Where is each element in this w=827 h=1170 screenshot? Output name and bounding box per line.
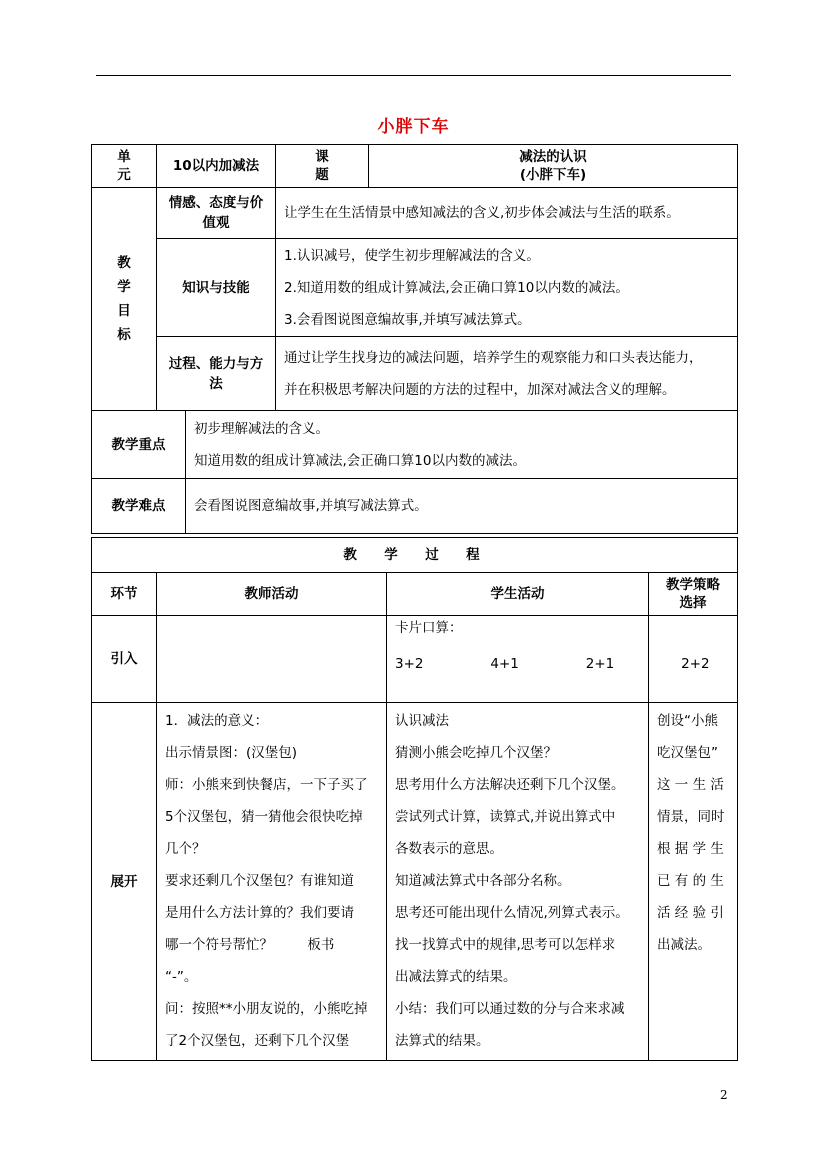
- teacher-line: “-”。: [165, 969, 198, 985]
- column-header-stage: 环节: [92, 573, 157, 616]
- student-activity-cell: [387, 703, 649, 1061]
- unit-value: 10以内加减法: [157, 145, 276, 188]
- teacher-line: 哪一个符号帮忙？ 板书: [165, 937, 335, 953]
- teacher-line: 1．减法的意义：: [165, 713, 269, 729]
- goal-text: 让学生在生活情景中感知减法的含义,初步体会减法与生活的联系。: [276, 188, 738, 239]
- process-title: 教 学 过 程: [92, 538, 738, 573]
- teacher-line: 要求还剩几个汉堡包？有谁知道: [165, 873, 354, 889]
- strategy-line: 已 有 的 生: [657, 873, 724, 889]
- student-line: 思考还可能出现什么情况,列算式表示。: [395, 905, 629, 921]
- key-point-line: 知道用数的组成计算减法,会正确口算10以内数的减法。: [194, 452, 526, 469]
- goal-label: 知识与技能: [157, 239, 276, 337]
- difficulty-label: 教学难点: [92, 479, 186, 534]
- strategy-line: 情景，同时: [657, 809, 725, 825]
- strategy-line: 吃汉堡包”: [657, 745, 718, 761]
- topic-label: 课 题: [276, 145, 369, 188]
- page-number: 2: [720, 1088, 728, 1102]
- teacher-line: 是用什么方法计算的？我们要请: [165, 905, 354, 921]
- student-line: 出减法算式的结果。: [395, 969, 517, 985]
- strategy-line: 这 一 生 活: [657, 777, 724, 793]
- student-line: 猜测小熊会吃掉几个汉堡？: [395, 745, 557, 761]
- student-line: 法算式的结果。: [395, 1033, 490, 1049]
- goal-line: 并在积极思考解决问题的方法的过程中，加深对减法含义的理解。: [284, 381, 676, 398]
- lesson-info-table: [91, 144, 738, 534]
- teacher-activity-cell: [157, 616, 387, 703]
- student-line: 卡片口算：: [395, 620, 463, 636]
- goal-line: 1.认识减号，使学生初步理解减法的含义。: [284, 247, 540, 264]
- goal-line: 2.知道用数的组成计算减法,会正确口算10以内数的减法。: [284, 279, 629, 296]
- topic-value: [369, 145, 738, 188]
- strategy-cell: [649, 703, 738, 1061]
- teacher-line: 5个汉堡包，猜一猜他会很快吃掉: [165, 809, 363, 825]
- unit-label: 单 元: [92, 145, 157, 188]
- teacher-activity-cell: [157, 703, 387, 1061]
- document-title: 小胖下车: [377, 117, 450, 137]
- column-header-strategy: 教学策略 选择: [649, 573, 738, 616]
- student-line: 3+2 4+1 2+1 2+2: [395, 656, 710, 672]
- teacher-line: 几个？: [165, 841, 206, 857]
- teaching-process-table: [91, 537, 738, 1061]
- column-header-teacher: 教师活动: [157, 573, 387, 616]
- difficulty-text: 会看图说图意编故事,并填写减法算式。: [186, 479, 738, 534]
- key-points-label: 教学重点: [92, 411, 186, 479]
- student-activity-cell: [387, 616, 710, 703]
- topic-value-line: 减法的认识: [519, 149, 587, 165]
- goal-text: [276, 239, 738, 337]
- header-rule: [96, 75, 731, 76]
- spacer: [395, 638, 640, 654]
- strategy-line: 出减法。: [657, 937, 711, 953]
- teacher-line: 出示情景图：(汉堡包): [165, 745, 298, 761]
- student-line: 认识减法: [395, 713, 449, 729]
- goals-label: 教 学 目 标: [92, 188, 157, 411]
- teacher-line: 问：按照**小朋友说的，小熊吃掉: [165, 1001, 368, 1017]
- column-header-student: 学生活动: [387, 573, 649, 616]
- key-point-line: 初步理解减法的含义。: [194, 420, 329, 437]
- goal-text: [276, 337, 738, 411]
- teacher-line: 师：小熊来到快餐店，一下子买了: [165, 777, 368, 793]
- goal-label: 情感、态度与价 值观: [157, 188, 276, 239]
- student-line: 知道减法算式中各部分名称。: [395, 873, 571, 889]
- key-points-text: [186, 411, 738, 479]
- student-line: 各数表示的意思。: [395, 841, 503, 857]
- goal-line: 3.会看图说图意编故事,并填写减法算式。: [284, 311, 531, 328]
- teacher-line: 了2个汉堡包，还剩下几个汉堡: [165, 1033, 350, 1049]
- strategy-line: 活 经 验 引: [657, 905, 724, 921]
- student-line: 找一找算式中的规律,思考可以怎样求: [395, 937, 616, 953]
- stage-cell: 展开: [92, 703, 157, 1061]
- goal-line: 通过让学生找身边的减法问题，培养学生的观察能力和口头表达能力，: [284, 349, 703, 366]
- goal-label: 过程、能力与方 法: [157, 337, 276, 411]
- strategy-line: 创设“小熊: [657, 713, 718, 729]
- topic-value-line: (小胖下车): [519, 167, 587, 183]
- strategy-line: 根 据 学 生: [657, 841, 724, 857]
- student-line: 尝试列式计算，读算式,并说出算式中: [395, 809, 616, 825]
- student-line: 思考用什么方法解决还剩下几个汉堡。: [395, 777, 625, 793]
- student-line: 小结：我们可以通过数的分与合来求减: [395, 1001, 625, 1017]
- stage-cell: 引入: [92, 616, 157, 703]
